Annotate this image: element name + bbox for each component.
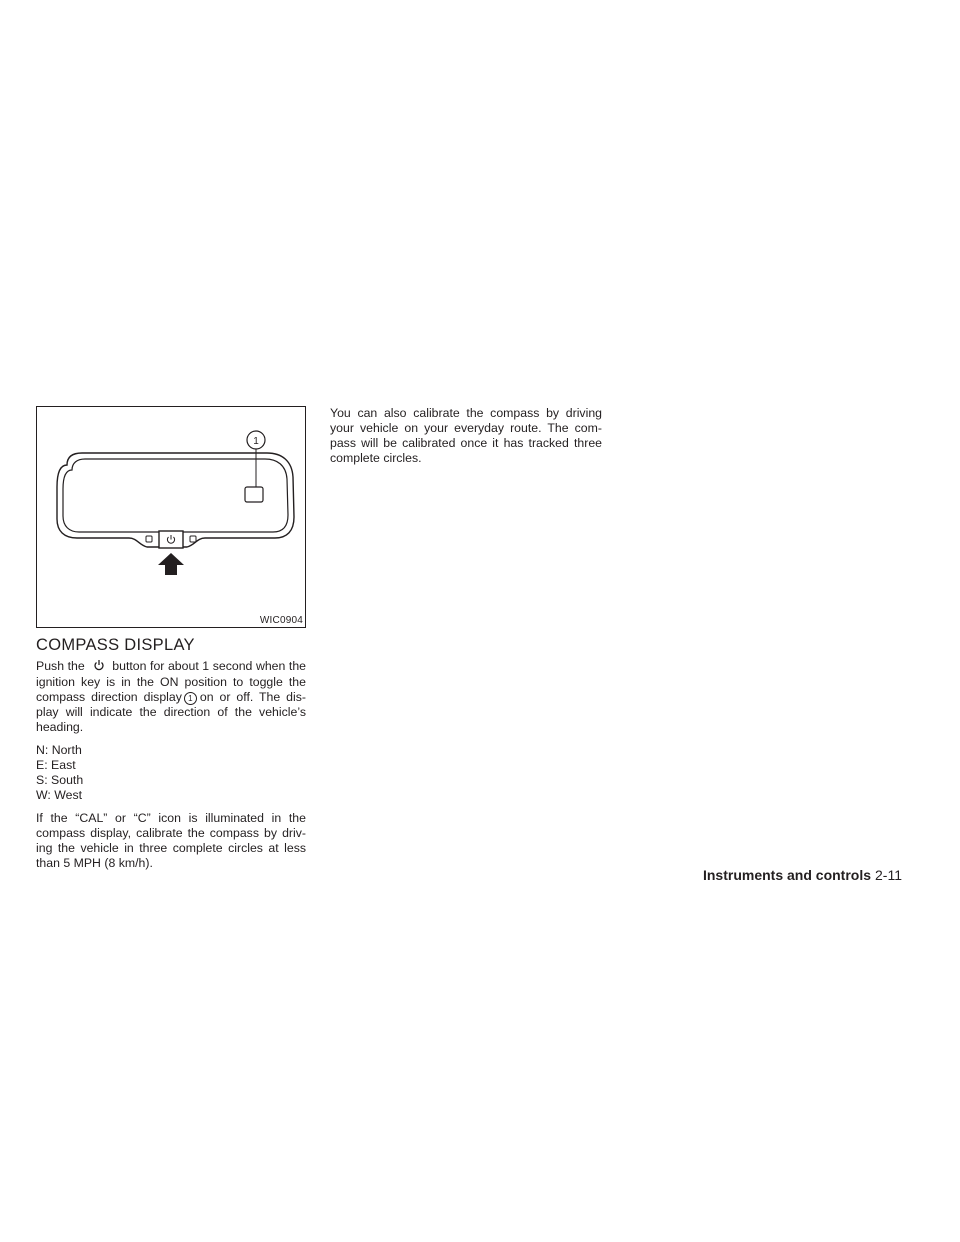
rearview-mirror-icon bbox=[37, 407, 307, 629]
direction-list bbox=[36, 743, 306, 803]
figure-code: WIC0904 bbox=[259, 615, 303, 626]
svg-text:1: 1 bbox=[253, 436, 259, 447]
push-arrow-icon bbox=[158, 553, 184, 575]
intro-text-end: on or off. The dis-play will indicate the direction of the vehicle’s heading. bbox=[36, 690, 306, 734]
calibration-paragraph: If the “CAL” or “C” icon is illuminated in the compass display, calibrate the compass by driv-ing the vehicle in three complete circles at less than 5 MPH (8 km/h). bbox=[36, 811, 306, 870]
direction-north: N: North bbox=[36, 743, 82, 757]
page-number: 2-11 bbox=[875, 867, 902, 883]
right-column bbox=[330, 406, 602, 474]
direction-east: E: East bbox=[36, 758, 76, 772]
route-calibration-paragraph: You can also calibrate the compass by driving your vehicle on your everyday route. The com-pass will be calibrated once it has tracked three complete circles. bbox=[330, 406, 602, 465]
callout-1-icon: 1 bbox=[184, 692, 197, 705]
intro-paragraph bbox=[36, 659, 306, 735]
direction-south: S: South bbox=[36, 773, 84, 787]
power-icon bbox=[93, 659, 105, 675]
footer-section-title: Instruments and controls bbox=[702, 867, 872, 883]
mirror-illustration bbox=[36, 406, 306, 628]
direction-west: W: West bbox=[36, 788, 83, 802]
section-heading: COMPASS DISPLAY bbox=[36, 636, 195, 654]
intro-text-middle: button for about 1 second when the ignition key is in the ON position to toggle the compass direction display bbox=[36, 659, 307, 704]
power-button-icon bbox=[159, 531, 183, 548]
intro-text-start: Push the bbox=[36, 659, 85, 673]
page-footer bbox=[703, 867, 902, 883]
left-column bbox=[36, 659, 306, 879]
